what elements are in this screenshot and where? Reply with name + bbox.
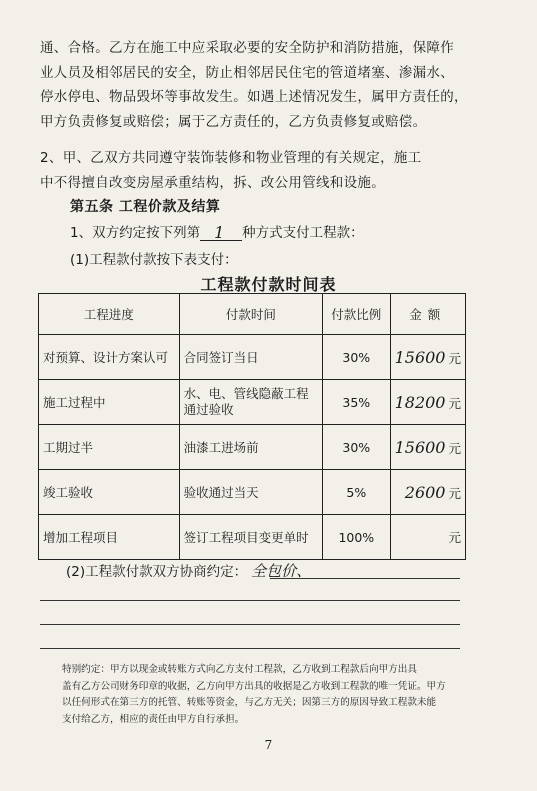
time-line: 水、电、管线隐蔽工程 xyxy=(183,386,309,401)
amount-value: 18200 xyxy=(394,392,446,412)
amount-cell xyxy=(390,335,465,380)
stage-cell: 施工过程中 xyxy=(39,380,180,425)
ratio-cell: 30% xyxy=(323,425,390,470)
time-cell: 油漆工进场前 xyxy=(179,425,323,470)
amount-value: 2600 xyxy=(404,482,446,502)
table-header-row xyxy=(39,294,466,335)
text-line: 停水停电、物品毁坏等事故发生。如遇上述情况发生，属甲方责任的， xyxy=(40,89,468,105)
body-paragraph-1 xyxy=(40,36,500,134)
note-line: 以任何形式在第三方的托管、转账等资金，与乙方无关；因第三方的原因导致工程款未能 xyxy=(62,697,437,708)
ratio-cell: 30% xyxy=(323,335,390,380)
stage-cell: 对预算、设计方案认可 xyxy=(39,335,180,380)
payment-method-suffix: 种方式支付工程款： xyxy=(242,225,364,241)
payment-method-value: 1 xyxy=(214,223,225,242)
text-line: 业人员及相邻居民的安全，防止相邻居民住宅的管道堵塞、渗漏水、 xyxy=(40,64,454,81)
payment-method-prefix: 1、双方约定按下列第 xyxy=(70,225,201,241)
table-row xyxy=(39,425,466,470)
stage-cell: 增加工程项目 xyxy=(39,515,180,560)
text-line: 中不得擅自改变房屋承重结构，拆、改公用管线和设施。 xyxy=(40,174,385,191)
blank-rule xyxy=(40,624,460,625)
time-line: 通过验收 xyxy=(183,402,234,417)
table-row xyxy=(39,380,466,425)
column-header: 付款时间 xyxy=(179,294,323,335)
agreement-value: 全包价、 xyxy=(251,562,312,580)
time-cell: 验收通过当天 xyxy=(179,470,323,515)
ratio-cell: 35% xyxy=(323,380,390,425)
amount-unit: 元 xyxy=(448,350,461,366)
stage-cell: 竣工验收 xyxy=(39,470,180,515)
amount-cell xyxy=(390,425,465,470)
table-intro: (1)工程款付款按下表支付： xyxy=(70,252,238,268)
column-header: 金额 xyxy=(390,294,465,335)
amount-cell xyxy=(390,470,465,515)
time-cell: 签订工程项目变更单时 xyxy=(179,515,323,560)
column-header: 工程进度 xyxy=(39,294,180,335)
time-cell: 合同签订当日 xyxy=(179,335,323,380)
amount-unit: 元 xyxy=(448,395,461,411)
payment-schedule-table xyxy=(38,293,466,560)
body-paragraph-2 xyxy=(40,146,500,195)
ratio-cell: 100% xyxy=(323,515,390,560)
column-header: 付款比例 xyxy=(323,294,390,335)
agreement-label: (2)工程款付款双方协商约定： xyxy=(66,564,248,580)
underline-rule xyxy=(270,578,460,579)
note-line: 盖有乙方公司财务印章的收据，乙方向甲方出具的收据是乙方收到工程款的唯一凭证。甲方 xyxy=(62,680,446,692)
text-line: 2、甲、乙双方共同遵守装饰装修和物业管理的有关规定，施工 xyxy=(40,150,422,166)
payment-method-blank xyxy=(200,222,242,241)
table-row xyxy=(39,515,466,560)
ratio-cell: 5% xyxy=(323,470,390,515)
text-line: 甲方负责修复或赔偿；属于乙方责任的，乙方负责修复或赔偿。 xyxy=(40,113,427,130)
page-number: 7 xyxy=(264,738,273,752)
text-line: 通、合格。乙方在施工中应采取必要的安全防护和消防措施，保障作 xyxy=(40,40,454,56)
special-note xyxy=(62,662,472,728)
amount-unit: 元 xyxy=(448,485,461,501)
amount-value: 15600 xyxy=(394,347,446,367)
amount-cell xyxy=(390,515,465,560)
blank-rule xyxy=(40,600,460,601)
blank-rule xyxy=(40,648,460,649)
amount-cell xyxy=(390,380,465,425)
note-line: 特别约定：甲方以现金或转账方式向乙方支付工程款，乙方收到工程款后向甲方出具 xyxy=(62,664,417,675)
time-cell xyxy=(179,380,323,425)
amount-value: 15600 xyxy=(394,437,446,457)
table-row xyxy=(39,335,466,380)
note-line: 支付给乙方，相应的责任由甲方自行承担。 xyxy=(62,713,245,725)
amount-unit: 元 xyxy=(448,530,461,545)
payment-method-line xyxy=(70,221,364,241)
table-title: 工程款付款时间表 xyxy=(200,275,337,294)
section-heading: 第五条 工程价款及结算 xyxy=(70,199,221,215)
table-row xyxy=(39,470,466,515)
amount-unit: 元 xyxy=(448,440,461,456)
stage-cell: 工期过半 xyxy=(39,425,180,470)
